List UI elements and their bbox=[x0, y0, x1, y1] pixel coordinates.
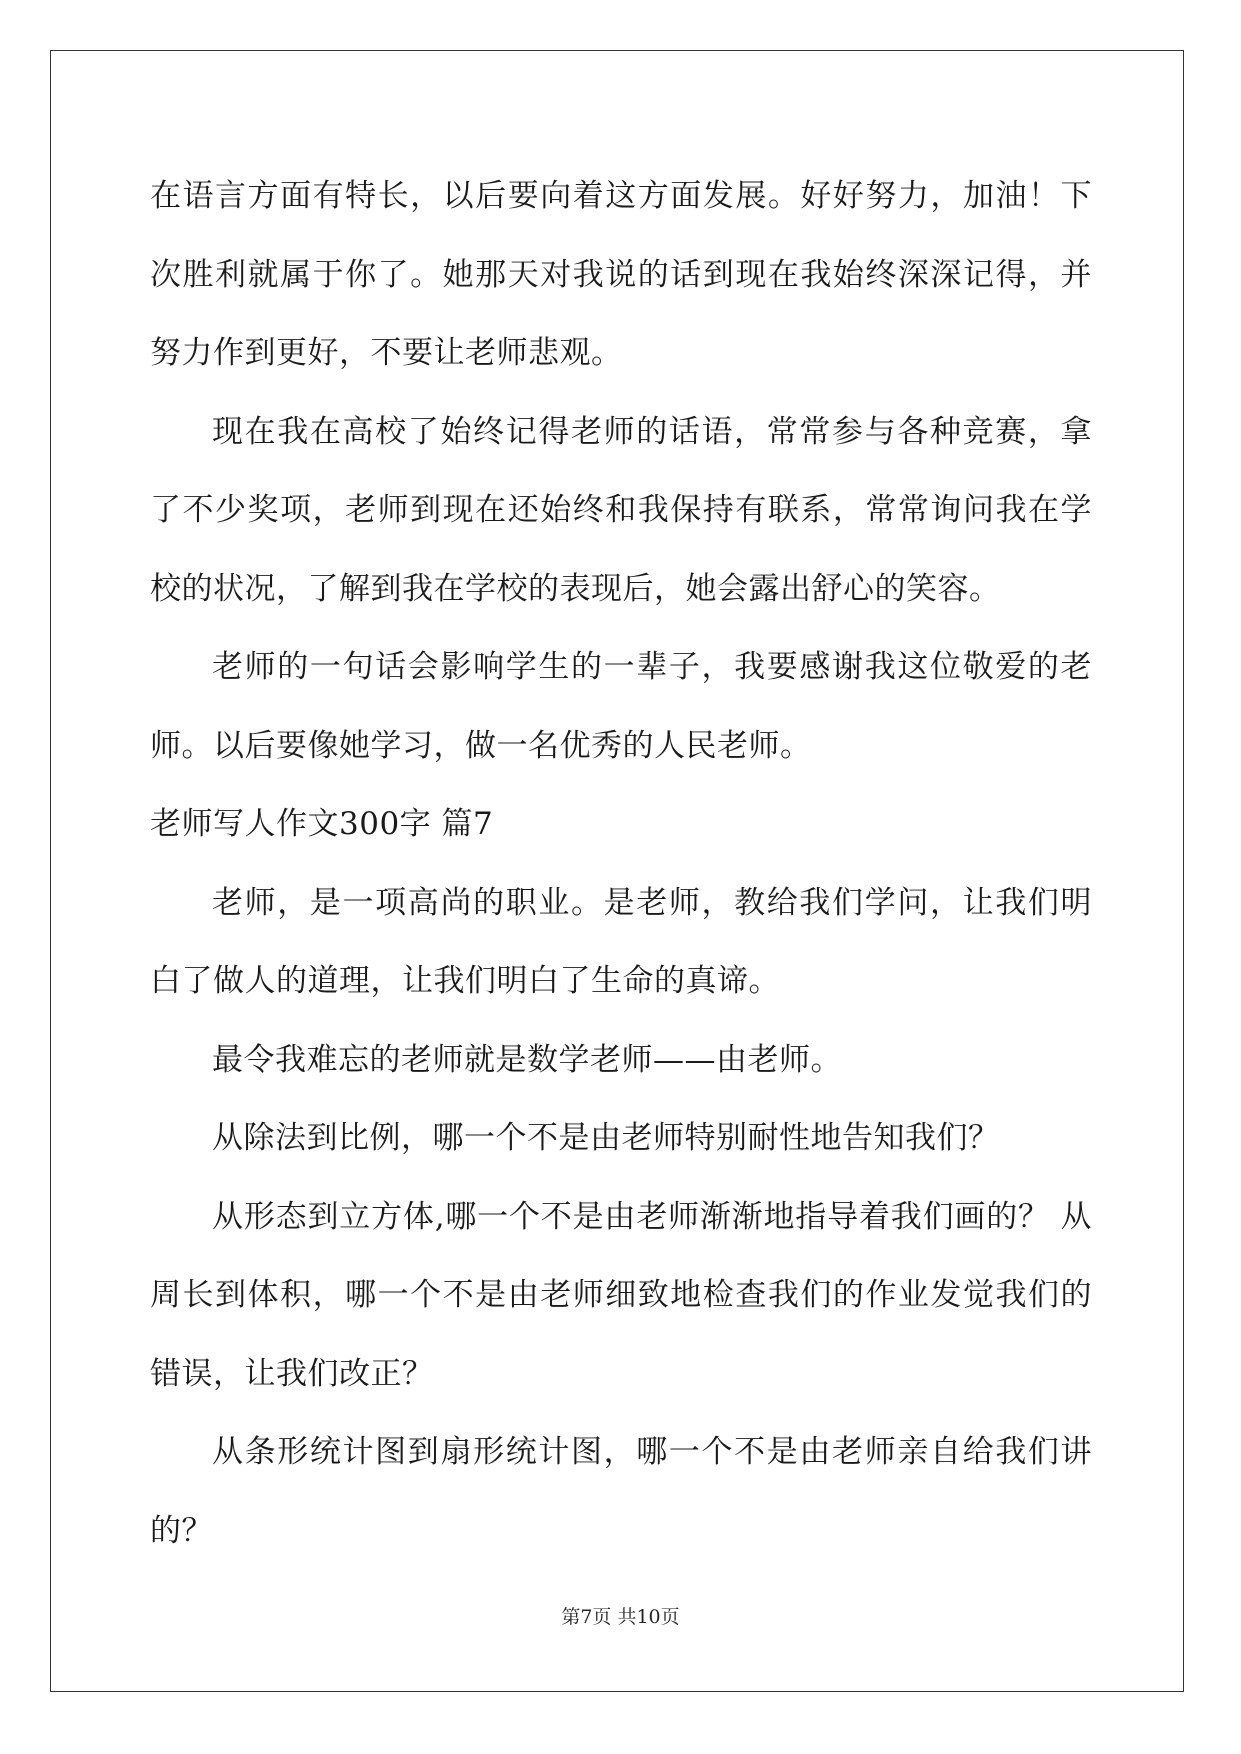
paragraph: 现在我在高校了始终记得老师的话语，常常参与各种竞赛，拿了不少奖项，老师到现在还始终和我保持有联系，常常询问我在学校的状况，了解到我在学校的表现后，她会露出舒心的笑容。 bbox=[150, 413, 1092, 607]
document-body bbox=[150, 157, 1092, 1570]
paragraph: 从形态到立方体,哪一个不是由老师渐渐地指导着我们画的？ 从周长到体积，哪一个不是由老师细致地检查我们的作业发觉我们的错误，让我们改正？ bbox=[150, 1198, 1092, 1392]
page-number: 第7页 共10页 bbox=[561, 1606, 680, 1628]
paragraph: 老师的一句话会影响学生的一辈子，我要感谢我这位敬爱的老师。以后要像她学习，做一名优秀的人民老师。 bbox=[150, 649, 1092, 764]
paragraph: 在语言方面有特长，以后要向着这方面发展。好好努力，加油！下次胜利就属于你了。她那天对我说的话到现在我始终深深记得，并努力作到更好，不要让老师悲观。 bbox=[150, 178, 1092, 371]
paragraph: 最令我难忘的老师就是数学老师——由老师。 bbox=[212, 1041, 842, 1078]
section-heading: 老师写人作文300字 篇7 bbox=[150, 806, 494, 842]
paragraph: 从除法到比例，哪一个不是由老师特别耐性地告知我们？ bbox=[212, 1120, 1000, 1156]
paragraph: 从条形统计图到扇形统计图，哪一个不是由老师亲自给我们讲的？ bbox=[150, 1434, 1092, 1549]
paragraph: 老师，是一项高尚的职业。是老师，教给我们学问，让我们明白了做人的道理，让我们明白了生命的真谛。 bbox=[150, 884, 1092, 999]
